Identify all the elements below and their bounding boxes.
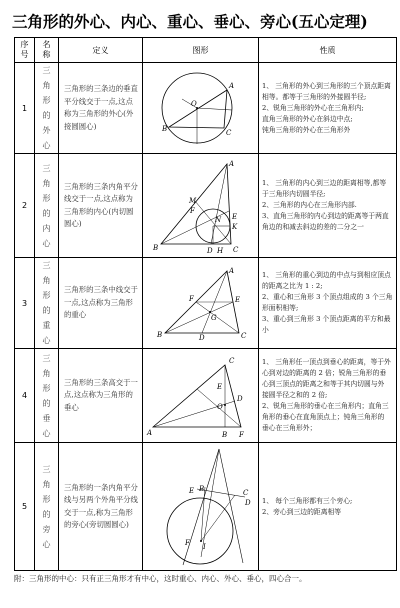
name-char: 三 [42,261,51,270]
header-num-line1: 序 [20,40,29,49]
vertex-label: C [240,332,246,340]
vertex-label: C [242,488,248,497]
name-char: 形 [42,96,51,105]
figure-cell [143,349,259,443]
vertex-label: B [161,125,167,133]
center-name [35,258,59,349]
angle-bisector [211,164,227,244]
property-line: 接圆半径之和的 2 倍; [262,391,328,399]
name-char: 的 [42,111,51,120]
property-line: 3、重心到三角形 3 个顶点距离的平方和最 [262,315,391,323]
center-name [35,63,59,154]
median [165,302,233,333]
table-row [15,63,397,154]
definition-text: 三角形的三条高交于一点,这点称为三角形的垂心 [59,349,143,443]
excenter-figure [145,445,257,569]
table-row [15,349,397,443]
center-label: O [190,100,197,108]
header-num-line2: 号 [20,50,29,59]
name-char: 心 [42,238,51,248]
incenter-figure [145,156,257,256]
row-number: 1 [15,63,35,154]
vertex-label: B [198,484,204,493]
name-char: 角 [42,178,51,188]
name-char: 角 [42,276,51,285]
name-char: 内 [42,223,51,233]
point-label: D [236,394,243,403]
vertex-label: A [228,267,234,275]
header-definition: 定义 [59,38,143,63]
header-name-line1: 名 [42,40,51,49]
name-char: 形 [42,494,51,504]
footnote: 附：三角形的中心：只有正三角形才有中心，这时重心、内心、外心、垂心，四心合一。 [14,574,307,583]
property-line: 1、 三角形的外心到三角形的三个顶点距离 [262,81,391,90]
name-char: 角 [42,479,51,489]
orthocenter-figure [145,351,257,441]
centroid-point [209,311,211,313]
point-label: D [198,334,205,341]
excircle [167,498,233,564]
property-line: 1、 三角形的重心到边的中点与到相应顶点 [262,271,391,279]
name-char: 形 [42,383,51,393]
center-label: G [210,314,217,322]
five-centers-table [14,37,397,571]
header-name [35,38,59,63]
property-text [259,154,397,258]
property-line: 2、重心和三角形 3 个顶点组成的 3 个三角 [262,293,393,301]
property-line: 1、 三角形任一顶点到垂心的距离，等于外 [262,358,391,366]
name-char: 三 [42,464,51,474]
name-char: 三 [42,163,51,173]
property-text [259,63,397,154]
figure-cell [143,63,259,154]
side-line [183,449,219,565]
table-row [15,154,397,258]
side-line [219,449,243,563]
property-line: 形面积相等; [262,304,299,312]
vertex-label: B [221,430,227,439]
definition-text: 三角形的三条内角平分线交于一点,这点称为三角形的内心(内切圆圆心) [59,154,143,258]
point-label: F [188,295,194,303]
excenter-point [200,540,202,542]
row-number: 2 [15,154,35,258]
property-line: 心到三顶点的距离之和等于其内切圆与外 [262,380,385,388]
property-line: 垂心在三角形外； [262,424,317,432]
name-char: 三 [42,353,51,363]
center-label: O [216,402,223,411]
name-char: 心 [42,141,51,150]
orthocenter-point [224,404,226,406]
point-label: M [188,196,196,205]
definition-text: 三角形的三条边的垂直平分线交于一点,这点称为三角形的外心(外接圆圆心) [59,63,143,154]
figure-cell [143,154,259,258]
property-line: 心到对边的距离的 2 倍；锐角三角形的垂 [262,369,387,377]
center-label: I [202,542,206,551]
point-label: E [234,296,240,304]
point-label: F [238,430,244,439]
property-line: 的距离之比为 1 : 2; [262,282,323,290]
point-label: E [231,212,237,221]
header-num [15,38,35,63]
name-char: 心 [42,428,51,438]
triangle [153,365,241,427]
name-char: 的 [42,306,51,315]
median [196,302,239,333]
point-label: N [214,215,221,224]
external-bisector [201,487,205,541]
perp-bisector [197,108,232,110]
point-label: E [216,382,222,391]
definition-text: 三角形的一条内角平分线与另两个外角平分线交于一点,称为三角形的旁心(旁切圆圆心) [59,443,143,571]
name-char: 角 [42,368,51,378]
table-row [15,258,397,349]
table-header-row [15,38,397,63]
definition-text: 三角形的三条中线交于一点,这点称为三角形的重心 [59,258,143,349]
name-char: 三 [42,66,51,75]
name-char: 重 [42,321,51,330]
property-text [259,443,397,571]
point-label: F [184,538,190,547]
name-char: 的 [42,509,51,519]
center-name [35,349,59,443]
point-label: D [206,246,213,255]
property-line: 2、三角形的内心在三角形内部. [262,201,357,209]
center-name [35,443,59,571]
vertex-label: A [228,82,234,90]
property-line: 角边的和减去斜边的差的二分之一 [262,223,364,231]
property-line: 2、旁心到三边的距离相等 [262,507,342,516]
property-line: 3、直角三角形的内心到边的距离等于两直 [262,212,389,220]
row-number: 4 [15,349,35,443]
header-name-line2: 称 [42,50,51,59]
table-row [15,443,397,571]
vertex-label: B [152,243,158,252]
vertex-label: A [146,428,152,437]
centroid-figure [145,265,257,341]
row-number: 3 [15,258,35,349]
property-line: 角形的垂心在直角顶点上；钝角三角形的 [262,413,385,421]
name-char: 形 [42,193,51,203]
vertex-label: B [156,331,162,339]
header-property: 性质 [259,38,397,63]
row-number: 5 [15,443,35,571]
vertex-label: C [232,245,238,254]
vertex-label: C [225,129,231,137]
point-label: K [231,222,237,231]
property-line: 1、 每个三角形都有三个旁心; [262,496,353,505]
name-char: 形 [42,291,51,300]
property-line: 1、 三角形的内心到三边的距离相等,都等 [262,179,387,187]
property-text [259,258,397,349]
name-char: 垂 [42,413,51,423]
property-line: 于三角形内切圆半径; [262,190,326,198]
figure-cell [143,258,259,349]
name-char: 心 [42,539,51,549]
name-char: 的 [42,398,51,408]
point-label: H [216,246,223,255]
name-char: 旁 [42,524,51,534]
property-text [259,349,397,443]
vertex-label: C [228,356,234,365]
header-figure: 图形 [143,38,259,63]
property-line: 2、锐角三角形的外心在三角形内; [262,103,364,112]
name-char: 的 [42,208,51,218]
property-line: 2、锐角三角形的垂心在三角形内；直角三 [262,402,389,410]
point-label: D [244,498,251,507]
property-line: 钝角三角形的外心在三角形外 [262,125,351,134]
figure-cell [143,443,259,571]
property-line: 相等。都等于三角形的外接圆半径; [262,92,367,101]
vertex-label: A [228,159,234,168]
name-char: 角 [42,81,51,90]
page-title: 三角形的外心、内心、重心、垂心、旁心(五心定理) [12,12,368,31]
property-line: 小 [262,326,269,334]
point-label: E [188,486,194,495]
name-char: 心 [42,336,51,345]
property-line: 直角三角形的外心在斜边中点; [262,114,353,123]
circumcenter-figure [145,69,257,147]
name-char: 外 [42,126,51,135]
center-name [35,154,59,258]
point-label: F [189,206,195,215]
